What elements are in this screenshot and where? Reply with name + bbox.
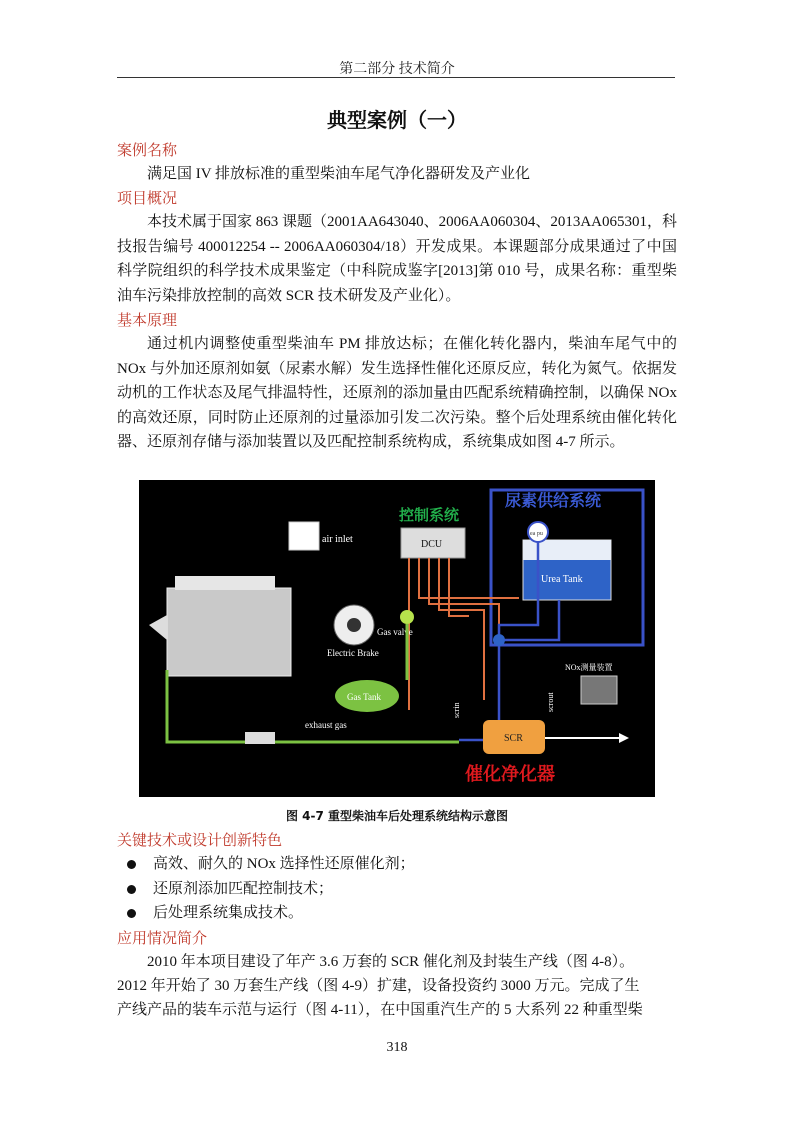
case-name-heading: 案例名称 (117, 141, 178, 159)
aftertreatment-system-diagram (139, 480, 655, 797)
key-tech-section (117, 828, 677, 1022)
gas-valve (400, 610, 414, 624)
application-line-2: 2012 年开始了 30 万套生产线（图 4-9）扩建，设备投资约 3000 万元。完成了生 (117, 977, 640, 994)
header-rule (117, 77, 675, 78)
page-title: 典型案例（一） (327, 108, 467, 132)
figure-caption: 图 4-7 重型柴油车后处理系统结构示意图 (285, 809, 509, 823)
key-tech-list (117, 852, 677, 926)
principle-text: 通过机内调整使重型柴油车 PM 排放达标；在催化转化器内，柴油车尾气中的 NOx 与外加还原剂如氨（尿素水解）发生选择性催化还原反应，转化为氮气。依据发动机的工作状态及尾气排温特性，还原剂的添加量由匹配系统精确控制，以确保 NOx 的高效还原，同时防止还原剂的过量添加引发二次污染。整个后处理系统由催化转化器、还原剂存储与添加装置以及匹配控制系统构成，系统集成如图 4-7 所示。 (117, 336, 677, 450)
control-system-label: 控制系统 (399, 508, 460, 524)
principle-heading: 基本原理 (117, 311, 178, 329)
case-name-text: 满足国 IV 排放标准的重型柴油车尾气净化器研发及产业化 (147, 166, 531, 182)
list-item: 高效、耐久的 NOx 选择性还原催化剂； (117, 852, 677, 877)
bullet-icon (127, 885, 136, 894)
urea-pump-label: ea pu (530, 531, 543, 537)
exhaust-gas-label: exhaust gas (305, 720, 347, 730)
key-tech-heading: 关键技术或设计创新特色 (117, 831, 283, 849)
running-header: 第二部分 技术简介 (339, 62, 455, 77)
nox-monitor (581, 676, 617, 704)
nox-sensor-label: NOx测量装置 (565, 663, 613, 672)
list-item: 还原剂添加匹配控制技术； (117, 877, 677, 902)
dosing-valve (493, 634, 505, 646)
scrin-label: scrin (452, 702, 461, 718)
urea-tank-label: Urea Tank (541, 574, 583, 585)
air-inlet-label: air inlet (322, 534, 353, 545)
page-number: 318 (386, 1040, 408, 1055)
bullet-icon (127, 909, 136, 918)
case-name-section (117, 138, 677, 455)
bullet-icon (127, 860, 136, 869)
overview-heading: 项目概况 (117, 189, 178, 207)
overview-text: 本技术属于国家 863 课题（2001AA643040、2006AA060304、2013AA065301，科技报告编号 400012254 -- 2006AA060304/18）开发成果。本课题部分成果通过了中国科学院组织的科学技术成果鉴定（中科院成鉴字[2013]第 010 号，成果名称：重型柴油车污染排放控制的高效 SCR 技术研发及产业化）。 (117, 214, 677, 304)
gas-tank-label: Gas Tank (347, 692, 381, 702)
scr-label: SCR (504, 733, 523, 744)
urea-tank-top (523, 540, 611, 560)
engine-block (167, 588, 291, 676)
dcu-label: DCU (421, 539, 443, 550)
electric-brake-label: Electric Brake (327, 648, 379, 658)
catalytic-purifier-label: 催化净化器 (465, 764, 555, 784)
exhaust-pipe-segment (245, 732, 275, 744)
list-item: 后处理系统集成技术。 (117, 901, 677, 926)
air-inlet-box (289, 522, 319, 550)
gas-valve-label: Gas valve (377, 627, 413, 637)
application-line-1: 2010 年本项目建设了年产 3.6 万套的 SCR 催化剂及封装生产线（图 4-8）。 (147, 953, 635, 970)
application-heading: 应用情况简介 (117, 928, 208, 947)
scrout-label: scrout (546, 692, 555, 712)
engine-cylinders (175, 576, 275, 590)
brake-hub (347, 618, 361, 632)
urea-supply-label: 尿素供给系统 (505, 493, 602, 510)
application-line-3: 产线产品的装车示范与运行（图 4-11），在中国重汽生产的 5 大系列 22 种重型柴 (117, 1001, 643, 1018)
